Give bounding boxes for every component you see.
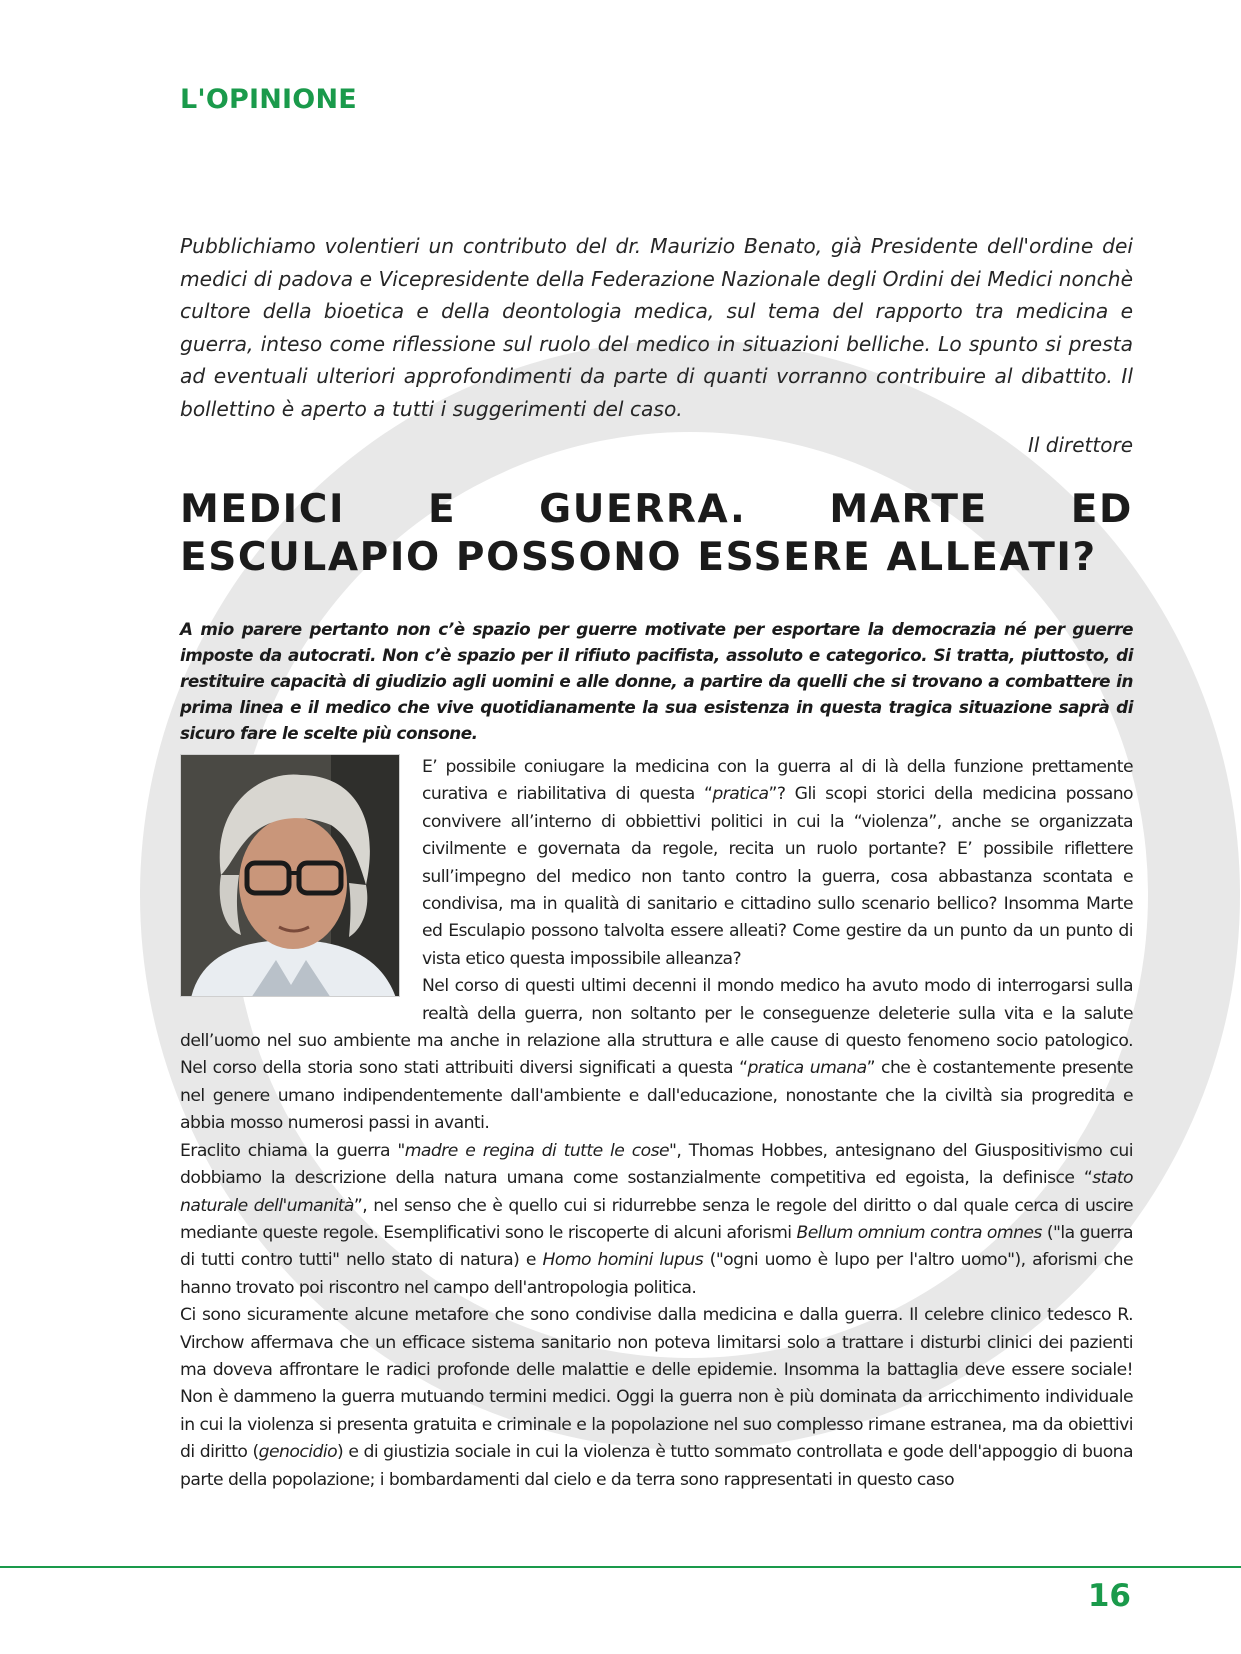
author-photo [180,754,400,997]
paragraph-4: Ci sono sicuramente alcune metafore che sono condivise dalla medicina e dalla guerra. Il celebre clinico tedesco R. Virchow affermava che un efficace sistema sanitario non poteva limitarsi solo a trattare i disturbi clinici dei pazienti ma doveva affrontare le radici profonde delle malattie e delle epidemie. Insomma la battaglia deve essere sociale! Non è dammeno la guerra mutuando termini medici. Oggi la guerra non è più dominata da arricchimento individuale in cui la violenza si presenta gratuita e criminale e la popolazione nel suo complesso rimane estranea, ma da obiettivi di diritto (genocidio) e di giustizia sociale in cui la violenza è tutto sommato controllata e gode dell'appoggio di buona parte della popolazione; i bombardamenti dal cielo e da terra sono rappresentati in questo caso [180,1305,1133,1490]
paragraph-3: Eraclito chiama la guerra "madre e regina di tutte le cose", Thomas Hobbes, antesignano del Giuspositivismo cui dobbiamo la descrizione della natura umana come sostanzialmente competitiva ed egoista, la definisce “stato naturale dell'umanità”, nel senso che è quello cui si ridurrebbe senza le regole del diritto o dal quale cerca di uscire mediante queste regole. Esemplificativi sono le riscoperte di alcuni aforismi Bellum omnium contra omnes ("la guerra di tutti contro tutti" nello stato di natura) e Homo homini lupus ("ogni uomo è lupo per l'altro uomo"), aforismi che hanno trovato poi riscontro nel campo dell'antropologia politica. [180,1140,1133,1298]
intro-signature: Il direttore [1027,433,1133,457]
footer-rule [0,1566,1241,1568]
article-body [180,754,1133,1494]
author-portrait-image [181,755,400,997]
paragraph-2: Nel corso di questi ultimi decenni il mondo medico ha avuto modo di interrogarsi sulla realtà della guerra, non soltanto per le conseguenze deleterie sulla vita e la salute dell’uomo nel suo ambiente ma anche in relazione alla struttura e alle cause di questo fenomeno socio patologico. Nel corso della storia sono stati attribuiti diversi significati a questa “pratica umana” che è costantemente presente nel genere umano indipendentemente dall'ambiente e dall'educazione, nonostante che la civiltà sia progredita e abbia mosso numerosi passi in avanti. [180,976,1133,1134]
article-lead: A mio parere pertanto non c’è spazio per guerre motivate per esportare la democrazia né per guerre imposte da autocrati. Non c’è spazio per il rifiuto pacifista, assoluto e categorico. Si tratta, piuttosto, di restituire capacità di giudizio agli uomini e alle donne, a partire da quelli che si trovano a combattere in prima linea e il medico che vive quotidianamente la sua esistenza in questa tragica situazione saprà di sicuro fare le scelte più consone. [180,619,1133,743]
page-number: 16 [1087,1578,1131,1614]
editor-intro: Pubblichiamo volentieri un contributo del dr. Maurizio Benato, già Presidente dell'ordine dei medici di padova e Vicepresidente della Federazione Nazionale degli Ordini dei Medici nonchè cultore della bioetica e della deontologia medica, sul tema del rapporto tra medicina e guerra, inteso come riflessione sul ruolo del medico in situazioni belliche. Lo spunto si presta ad eventuali ulteriori approfondimenti da parte di quanti vorranno contribuire al dibattito. Il bollettino è aperto a tutti i suggerimenti del caso. [180,234,1133,421]
article-title: MEDICI E GUERRA. MARTE ED ESCULAPIO POSSONO ESSERE ALLEATI? [180,487,1133,580]
paragraph-1: E’ possibile coniugare la medicina con la guerra al di là della funzione prettamente curativa e riabilitativa di questa “pratica”? Gli scopi storici della medicina possano convivere all’interno di obbiettivi politici in cui la “violenza”, anche se organizzata civilmente e governata da regole, recita un ruolo portante? E’ possibile riflettere sull’impegno del medico non tanto contro la guerra, cosa abbastanza scontata e condivisa, ma in qualità di sanitario e cittadino sullo scenario bellico? Insomma Marte ed Esculapio possono talvolta essere alleati? Come gestire da un punto da un punto di vista etico questa impossibile alleanza? [422,757,1134,969]
section-label: L'OPINIONE [180,84,357,115]
